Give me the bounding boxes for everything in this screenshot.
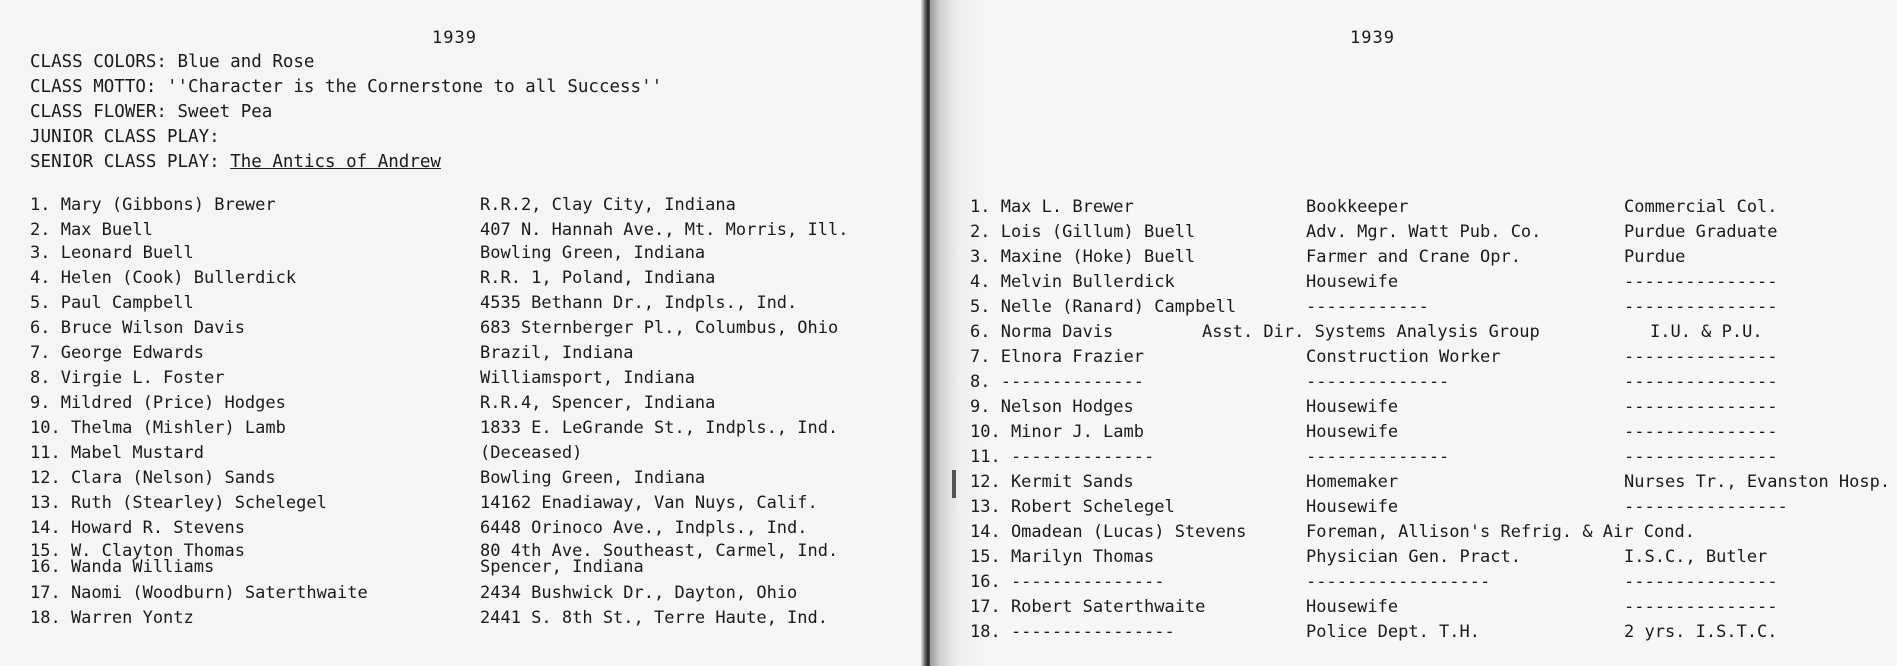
alumnus-occupation: Bookkeeper	[1306, 197, 1409, 217]
margin-mark	[952, 470, 956, 498]
alumnus-name: 2. Lois (Gillum) Buell	[970, 222, 1196, 242]
alumnus-name: 9. Mildred (Price) Hodges	[30, 393, 286, 413]
alumnus-address: 4535 Bethann Dr., Indpls., Ind.	[480, 293, 798, 313]
alumnus-name: 5. Paul Campbell	[30, 293, 194, 313]
alumnus-occupation: ------------------	[1306, 572, 1491, 592]
class-colors: CLASS COLORS: Blue and Rose	[30, 52, 315, 72]
alumnus-education: 2 yrs. I.S.T.C.	[1624, 622, 1778, 642]
alumnus-occupation: Police Dept. T.H.	[1306, 622, 1480, 642]
alumnus-address: 1833 E. LeGrande St., Indpls., Ind.	[480, 418, 839, 438]
alumnus-name: 2. Max Buell	[30, 220, 153, 240]
alumnus-name: 14. Howard R. Stevens	[30, 518, 245, 538]
alumnus-address: 2434 Bushwick Dr., Dayton, Ohio	[480, 583, 798, 603]
class-flower: CLASS FLOWER: Sweet Pea	[30, 102, 273, 122]
class-motto: CLASS MOTTO: ''Character is the Cornerstone to all Success''	[30, 77, 663, 97]
alumnus-occupation: Foreman, Allison's Refrig. & Air Cond.	[1306, 522, 1695, 542]
alumnus-name: 7. George Edwards	[30, 343, 204, 363]
alumnus-name: 3. Leonard Buell	[30, 243, 194, 263]
alumnus-occupation: --------------	[1306, 372, 1450, 392]
alumnus-name: 13. Robert Schelegel	[970, 497, 1175, 517]
left-page	[0, 0, 930, 666]
page-year: 1939	[1350, 28, 1395, 48]
alumnus-address: 683 Sternberger Pl., Columbus, Ohio	[480, 318, 839, 338]
alumnus-address: Bowling Green, Indiana	[480, 468, 706, 488]
alumnus-address: 2441 S. 8th St., Terre Haute, Ind.	[480, 608, 828, 628]
alumnus-education: Purdue	[1624, 247, 1686, 267]
alumnus-education: Purdue Graduate	[1624, 222, 1778, 242]
alumnus-occupation: Construction Worker	[1306, 347, 1501, 367]
alumnus-address: R.R. 1, Poland, Indiana	[480, 268, 716, 288]
alumnus-occupation: Housewife	[1306, 272, 1399, 292]
senior-class-play-title: The Antics of Andrew	[230, 152, 441, 172]
alumnus-occupation: Physician Gen. Pract.	[1306, 547, 1521, 567]
alumnus-name: 6. Norma Davis	[970, 322, 1114, 342]
alumnus-name: 12. Kermit Sands	[970, 472, 1134, 492]
alumnus-name: 7. Elnora Frazier	[970, 347, 1144, 367]
alumnus-occupation: Housewife	[1306, 597, 1399, 617]
alumnus-education: ---------------	[1624, 272, 1778, 292]
alumnus-education: Nurses Tr., Evanston Hosp.	[1624, 472, 1891, 492]
alumnus-address: R.R.2, Clay City, Indiana	[480, 195, 736, 215]
alumnus-occupation: Housewife	[1306, 422, 1399, 442]
alumnus-name: 4. Helen (Cook) Bullerdick	[30, 268, 297, 288]
alumnus-education: Commercial Col.	[1624, 197, 1778, 217]
senior-class-play-label: SENIOR CLASS PLAY:	[30, 152, 220, 172]
alumnus-address: Spencer, Indiana	[480, 557, 644, 577]
alumnus-education: ---------------	[1624, 372, 1778, 392]
alumnus-name: 13. Ruth (Stearley) Schelegel	[30, 493, 327, 513]
alumnus-occupation: Farmer and Crane Opr.	[1306, 247, 1521, 267]
alumnus-education: ---------------	[1624, 422, 1778, 442]
alumnus-name: 18. Warren Yontz	[30, 608, 194, 628]
alumnus-name: 16. ---------------	[970, 572, 1165, 592]
alumnus-name: 1. Max L. Brewer	[970, 197, 1134, 217]
alumnus-address: Bowling Green, Indiana	[480, 243, 706, 263]
alumnus-name: 5. Nelle (Ranard) Campbell	[970, 297, 1237, 317]
alumnus-name: 3. Maxine (Hoke) Buell	[970, 247, 1196, 267]
alumnus-occupation: ------------	[1306, 297, 1429, 317]
senior-class-play	[30, 152, 441, 172]
alumnus-address: 407 N. Hannah Ave., Mt. Morris, Ill.	[480, 220, 849, 240]
alumnus-occupation: Asst. Dir. Systems Analysis Group	[1202, 322, 1540, 342]
alumnus-address: R.R.4, Spencer, Indiana	[480, 393, 716, 413]
alumnus-education: ---------------	[1624, 347, 1778, 367]
alumnus-address: 14162 Enadiaway, Van Nuys, Calif.	[480, 493, 818, 513]
alumnus-name: 11. --------------	[970, 447, 1155, 467]
alumnus-name: 16. Wanda Williams	[30, 557, 215, 577]
alumnus-name: 15. W. Clayton Thomas	[30, 541, 245, 561]
alumnus-address: 80 4th Ave. Southeast, Carmel, Ind.	[480, 541, 839, 561]
alumnus-address: Williamsport, Indiana	[480, 368, 695, 388]
alumnus-name: 18. ----------------	[970, 622, 1175, 642]
alumnus-education: ---------------	[1624, 397, 1778, 417]
alumnus-occupation: Adv. Mgr. Watt Pub. Co.	[1306, 222, 1542, 242]
alumnus-address: 6448 Orinoco Ave., Indpls., Ind.	[480, 518, 808, 538]
alumnus-name: 11. Mabel Mustard	[30, 443, 204, 463]
alumnus-address: Brazil, Indiana	[480, 343, 634, 363]
alumnus-name: 15. Marilyn Thomas	[970, 547, 1155, 567]
alumnus-education: I.S.C., Butler	[1624, 547, 1768, 567]
alumnus-education: ---------------	[1624, 297, 1778, 317]
right-page	[930, 0, 1897, 666]
alumnus-occupation: --------------	[1306, 447, 1450, 467]
alumnus-occupation: Housewife	[1306, 497, 1399, 517]
alumnus-education: I.U. & P.U.	[1650, 322, 1763, 342]
alumnus-name: 6. Bruce Wilson Davis	[30, 318, 245, 338]
alumnus-address: (Deceased)	[480, 443, 583, 463]
alumnus-occupation: Homemaker	[1306, 472, 1399, 492]
alumnus-name: 10. Minor J. Lamb	[970, 422, 1144, 442]
alumnus-name: 9. Nelson Hodges	[970, 397, 1134, 417]
alumnus-name: 8. --------------	[970, 372, 1144, 392]
alumnus-education: ---------------	[1624, 572, 1778, 592]
alumnus-education: ----------------	[1624, 497, 1788, 517]
alumnus-name: 17. Naomi (Woodburn) Saterthwaite	[30, 583, 368, 603]
alumnus-occupation: Housewife	[1306, 397, 1399, 417]
alumnus-name: 14. Omadean (Lucas) Stevens	[970, 522, 1247, 542]
alumnus-name: 10. Thelma (Mishler) Lamb	[30, 418, 286, 438]
alumnus-name: 8. Virgie L. Foster	[30, 368, 225, 388]
alumnus-name: 1. Mary (Gibbons) Brewer	[30, 195, 276, 215]
alumnus-name: 17. Robert Saterthwaite	[970, 597, 1206, 617]
alumnus-education: ---------------	[1624, 447, 1778, 467]
alumnus-name: 4. Melvin Bullerdick	[970, 272, 1175, 292]
page-year: 1939	[432, 28, 477, 48]
junior-class-play: JUNIOR CLASS PLAY:	[30, 127, 220, 147]
alumnus-education: ---------------	[1624, 597, 1778, 617]
alumnus-name: 12. Clara (Nelson) Sands	[30, 468, 276, 488]
